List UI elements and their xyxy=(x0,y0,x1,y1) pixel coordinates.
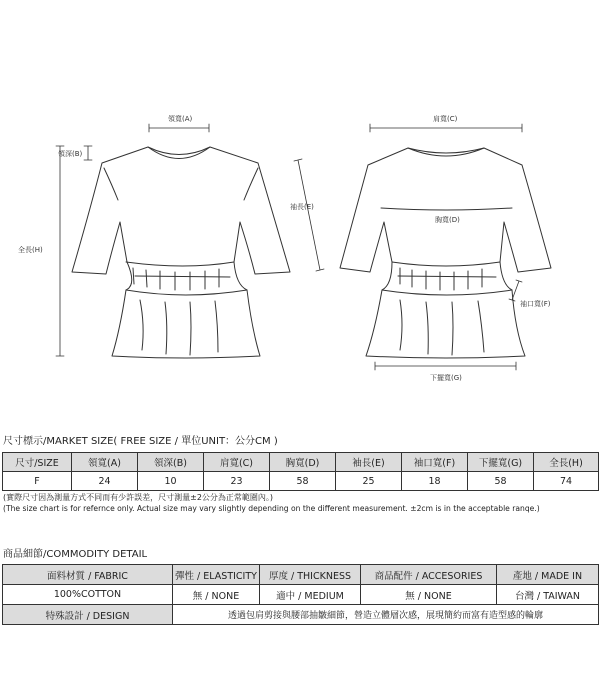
size-chart-header-row xyxy=(3,453,599,472)
detail-design-row xyxy=(3,605,599,625)
label-chest-width: 胸寬(D) xyxy=(435,216,460,224)
cell-cuff-width: 18 xyxy=(402,472,468,491)
back-view-garment xyxy=(340,148,551,358)
size-chart-table xyxy=(2,452,599,491)
value-elasticity: 無 / NONE xyxy=(173,585,260,605)
detail-values-row xyxy=(3,585,599,605)
label-cuff-width: 袖口寬(F) xyxy=(520,300,551,308)
header-total-length: 全長(H) xyxy=(534,453,599,472)
table-row xyxy=(3,472,599,491)
value-design: 透過包肩剪接與腰部抽皺細節，營造立體層次感，展現簡約而富有造型感的輪廓 xyxy=(173,605,599,625)
detail-header-row xyxy=(3,565,599,585)
header-accessories: 商品配件 / ACCESORIES xyxy=(361,565,497,585)
cell-chest-width: 58 xyxy=(270,472,336,491)
header-design: 特殊設計 / DESIGN xyxy=(3,605,173,625)
label-neck-depth: 領深(B) xyxy=(58,150,83,158)
label-sleeve-length: 袖長(E) xyxy=(290,203,314,211)
cell-hem-width: 58 xyxy=(468,472,534,491)
header-elasticity: 彈性 / ELASTICITY xyxy=(173,565,260,585)
header-cuff-width: 袖口寬(F) xyxy=(402,453,468,472)
header-hem-width: 下擺寬(G) xyxy=(468,453,534,472)
header-neck-depth: 領深(B) xyxy=(138,453,204,472)
header-size: 尺寸/SIZE xyxy=(3,453,72,472)
header-shoulder-width: 肩寬(C) xyxy=(204,453,270,472)
header-fabric: 面料材質 / FABRIC xyxy=(3,565,173,585)
header-made-in: 產地 / MADE IN xyxy=(497,565,599,585)
header-chest-width: 胸寬(D) xyxy=(270,453,336,472)
label-shoulder-width: 肩寬(C) xyxy=(433,115,458,123)
size-note-chinese: (實際尺寸因為測量方式不同而有少許誤差，尺寸測量±2公分為正常範圍內。) xyxy=(3,493,274,502)
cell-neck-depth: 10 xyxy=(138,472,204,491)
cell-sleeve-length: 25 xyxy=(336,472,402,491)
cell-neck-width: 24 xyxy=(72,472,138,491)
value-fabric: 100%COTTON xyxy=(3,585,173,605)
commodity-detail-table xyxy=(2,564,599,625)
value-made-in: 台灣 / TAIWAN xyxy=(497,585,599,605)
cell-size: F xyxy=(3,472,72,491)
size-note-english: (The size chart is for refernce only. Actual size may vary slightly depending on the different measurement. ±2cm is in the acceptable ranqe.) xyxy=(3,504,540,513)
front-view-garment xyxy=(72,147,290,358)
value-thickness: 適中 / MEDIUM xyxy=(260,585,361,605)
header-thickness: 厚度 / THICKNESS xyxy=(260,565,361,585)
commodity-detail-title: 商品細節/COMMODITY DETAIL xyxy=(3,549,148,560)
size-chart-title: 尺寸標示/MARKET SIZE( FREE SIZE / 單位UNIT：公分CM ) xyxy=(3,436,278,447)
measurement-lines xyxy=(56,124,522,370)
label-neck-width: 領寬(A) xyxy=(168,115,193,123)
cell-total-length: 74 xyxy=(534,472,599,491)
label-total-length: 全長(H) xyxy=(18,246,43,254)
label-hem-width: 下擺寬(G) xyxy=(430,374,462,382)
cell-shoulder-width: 23 xyxy=(204,472,270,491)
header-sleeve-length: 袖長(E) xyxy=(336,453,402,472)
header-neck-width: 領寬(A) xyxy=(72,453,138,472)
value-accessories: 無 / NONE xyxy=(361,585,497,605)
